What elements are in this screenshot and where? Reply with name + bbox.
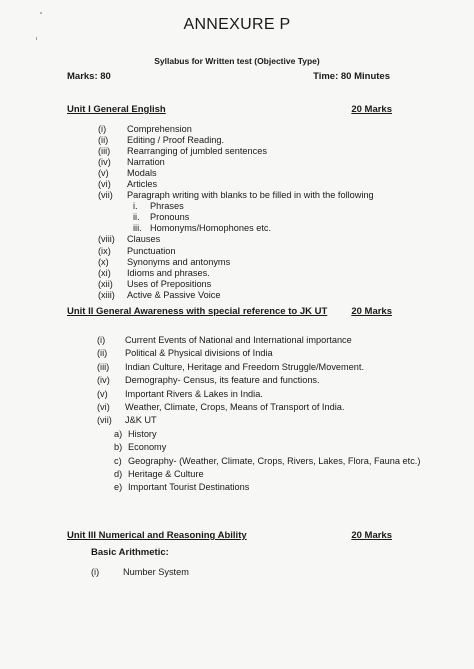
unit-1-sublist	[98, 201, 374, 234]
list-item	[97, 388, 420, 401]
item-text: Political & Physical divisions of India	[125, 348, 273, 359]
unit-1-heading: Unit I General English	[67, 104, 166, 115]
time-limit: Time: 80 Minutes	[313, 71, 390, 82]
list-item	[98, 268, 374, 279]
sub-list-item	[114, 468, 420, 481]
list-item	[98, 290, 374, 301]
total-marks: Marks: 80	[67, 71, 111, 82]
list-item	[97, 374, 420, 387]
item-number: (i)	[98, 124, 107, 134]
list-item	[98, 279, 374, 290]
item-text: Demography- Census, its feature and functions.	[125, 375, 320, 386]
unit-2-list	[97, 334, 420, 495]
item-number: ii.	[133, 212, 140, 223]
item-text: Current Events of National and International importance	[125, 335, 352, 345]
item-number: iii.	[133, 223, 142, 234]
item-text: Phrases	[150, 201, 184, 212]
item-text: Heritage & Culture	[128, 468, 204, 479]
item-text: Important Rivers & Lakes in India.	[125, 388, 263, 399]
item-text: Weather, Climate, Crops, Means of Transport of India.	[125, 401, 345, 412]
document-title: ANNEXURE P	[183, 16, 291, 33]
item-text: Paragraph writing with blanks to be filled in with the following	[127, 190, 374, 201]
unit-2-header	[67, 306, 392, 317]
unit-3-list	[91, 566, 189, 579]
item-text: Number System	[123, 567, 189, 577]
document-subtitle: Syllabus for Written test (Objective Type)	[154, 56, 320, 66]
item-text: J&K UT	[125, 415, 157, 426]
list-item	[97, 334, 420, 347]
list-item	[97, 347, 420, 360]
sub-list-item	[114, 455, 420, 468]
item-number: (vii)	[98, 190, 113, 201]
item-text: Indian Culture, Heritage and Freedom Struggle/Movement.	[125, 361, 365, 372]
item-number: (i)	[97, 335, 106, 345]
list-item	[91, 566, 189, 579]
item-number: (xi)	[98, 267, 111, 278]
unit-3-header	[67, 530, 392, 541]
sub-list-item	[133, 223, 374, 234]
item-number: (xiii)	[98, 289, 115, 300]
item-number: i.	[133, 201, 138, 212]
item-number: e)	[114, 482, 123, 493]
item-number: (vi)	[98, 179, 111, 190]
unit-1-list	[98, 124, 374, 301]
item-number: (x)	[98, 256, 109, 267]
item-text: Uses of Prepositions	[127, 278, 212, 289]
item-number: a)	[114, 428, 123, 439]
unit-3-marks: 20 Marks	[351, 530, 392, 541]
item-number: (iv)	[97, 375, 110, 386]
item-text: Synonyms and antonyms	[127, 256, 231, 267]
list-item	[98, 246, 374, 257]
item-number: (iii)	[97, 361, 110, 372]
list-item	[98, 190, 374, 201]
item-text: Geography- (Weather, Climate, Crops, Rivers, Lakes, Flora, Fauna etc.)	[128, 455, 421, 466]
unit-3-heading: Unit III Numerical and Reasoning Ability	[67, 530, 247, 541]
item-text: Comprehension	[127, 124, 192, 134]
item-number: (iii)	[98, 146, 111, 157]
unit-2-marks: 20 Marks	[351, 306, 392, 317]
item-text: Rearranging of jumbled sentences	[127, 146, 267, 157]
item-text: Idioms and phrases.	[127, 267, 210, 278]
item-text: Articles	[127, 179, 158, 190]
item-text: Narration	[127, 157, 165, 168]
list-item	[97, 401, 420, 414]
scan-speck	[40, 12, 42, 14]
item-number: (ii)	[97, 348, 108, 359]
item-text: Pronouns	[150, 212, 190, 223]
item-number: (vii)	[97, 415, 112, 426]
unit-2-heading: Unit II General Awareness with special reference to JK UT	[67, 306, 328, 317]
item-number: b)	[114, 442, 123, 453]
item-number: c)	[114, 455, 122, 466]
list-item	[97, 414, 420, 427]
sub-list-item	[133, 201, 374, 212]
list-item	[98, 257, 374, 268]
scan-speck	[36, 37, 37, 40]
list-item	[98, 168, 374, 179]
item-text: Economy	[128, 442, 167, 453]
list-item	[98, 124, 374, 135]
basic-arithmetic-heading: Basic Arithmetic:	[91, 547, 169, 558]
list-item	[98, 179, 374, 190]
sub-list-item	[114, 428, 420, 441]
item-number: (vi)	[97, 401, 110, 412]
item-text: Homonyms/Homophones etc.	[150, 223, 272, 234]
list-item	[98, 146, 374, 157]
item-text: Editing / Proof Reading.	[127, 135, 225, 146]
item-number: (iv)	[98, 157, 111, 168]
item-number: d)	[114, 468, 123, 479]
item-text: Important Tourist Destinations	[128, 482, 250, 493]
list-item	[98, 234, 374, 245]
item-text: Modals	[127, 168, 157, 179]
sub-list-item	[114, 441, 420, 454]
item-text: Active & Passive Voice	[127, 289, 221, 300]
unit-2-sublist	[97, 428, 420, 495]
sub-list-item	[133, 212, 374, 223]
item-text: Clauses	[127, 234, 161, 245]
item-number: (v)	[97, 388, 108, 399]
item-number: (v)	[98, 168, 109, 179]
item-number: (xii)	[98, 278, 113, 289]
item-number: (viii)	[98, 234, 115, 245]
list-item	[98, 157, 374, 168]
item-number: (ii)	[98, 135, 109, 146]
item-number: (i)	[91, 567, 100, 577]
sub-list-item	[114, 481, 420, 494]
list-item	[97, 361, 420, 374]
unit-1-header	[67, 104, 392, 115]
item-text: History	[128, 428, 157, 439]
list-item	[98, 135, 374, 146]
item-text: Punctuation	[127, 245, 176, 256]
item-number: (ix)	[98, 245, 111, 256]
unit-1-marks: 20 Marks	[351, 104, 392, 115]
